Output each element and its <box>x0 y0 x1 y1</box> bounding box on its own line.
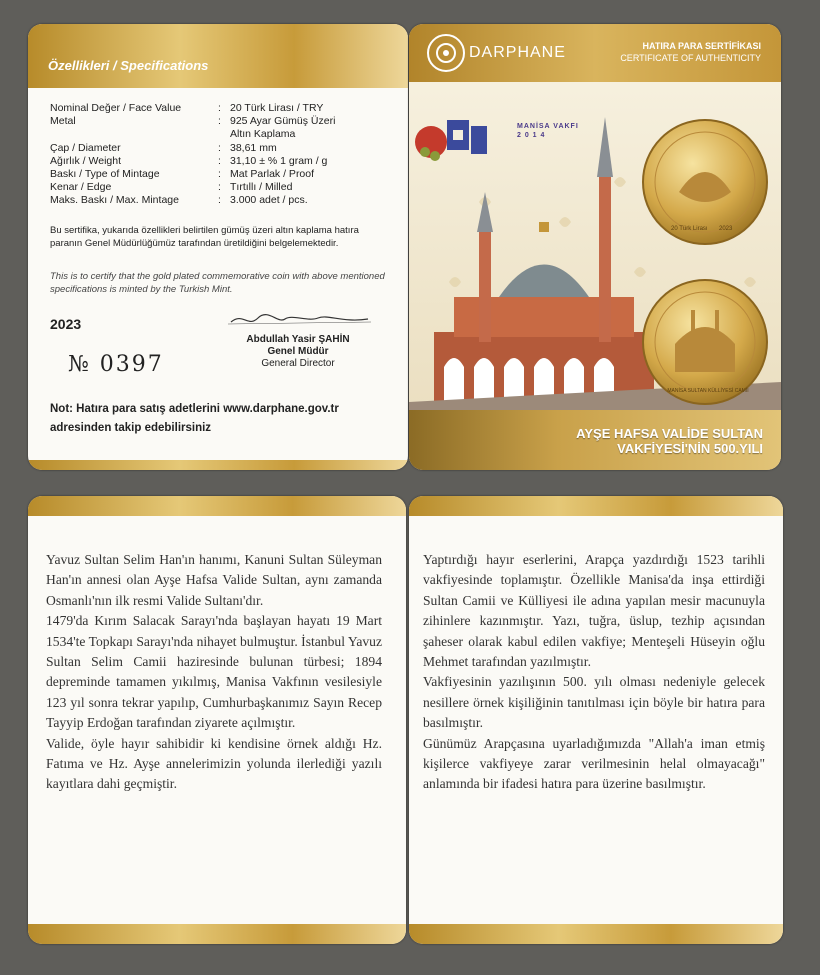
english-certification-note: This is to certify that the gold plated commemorative coin with above mentioned specifications is minted by the Turkish Mint. <box>50 271 385 295</box>
gold-header-band <box>28 24 408 88</box>
certificate-title-en: CERTIFICATE OF AUTHENTICITY <box>620 53 761 63</box>
spec-row: Ağırlık / Weight : 31,10 ± % 1 gram / g <box>50 155 400 168</box>
specifications-card <box>28 24 408 470</box>
paragraph: Günümüz Arapçasına uyarladığımızda "Allah'a iman etmiş kişilerce vakfiyeye zarar verilmesinin helal olmayacağı" anlamında bir ifadesi hatıra para üzerine basılmıştır. <box>423 735 765 792</box>
serial-number: № 0397 <box>68 352 164 377</box>
signer-title-tr: Genel Müdür <box>267 346 329 357</box>
spec-key: Maks. Baskı / Max. Mintage <box>50 194 179 207</box>
certificate-card <box>409 24 781 470</box>
spec-value: 20 Türk Lirası / TRY <box>230 102 324 114</box>
sales-note: Not: Hatıra para satış adetlerini www.darphane.gov.tr adresinden takip edebilirsiniz <box>50 403 339 434</box>
spec-row: Çap / Diameter : 38,61 mm <box>50 142 400 155</box>
spec-key: Nominal Değer / Face Value <box>50 102 182 114</box>
gold-header-band <box>28 496 406 516</box>
certificate-header <box>409 24 781 82</box>
spec-value: Altın Kaplama <box>230 128 296 141</box>
manisa-vakfi-label <box>517 122 579 140</box>
spec-value: 31,10 ± % 1 gram / g <box>230 154 328 167</box>
paragraph: Valide, öyle hayır sahibidir ki kendisine örnek aldığı Hz. Fatıma ve Hz. Ayşe annelerimizin yolunda ilerlediği yazılı kayıtlara dahi geçmiştir. <box>46 735 382 792</box>
spec-row: Kenar / Edge : Tırtıllı / Milled <box>50 181 400 194</box>
turkish-certification-note: Bu sertifika, yukarıda özellikleri belirtilen gümüş üzeri altın kaplama hatıra paranın Genel Müdürlüğümüz tarafından üretildiğini belgelemektedir. <box>50 225 359 249</box>
back-left-card <box>28 496 406 944</box>
history-text-left <box>46 550 382 795</box>
back-right-card <box>409 496 783 944</box>
mint-year: 2023 <box>50 316 82 332</box>
signer-name: Abdullah Yasir ŞAHİN <box>246 334 350 345</box>
spec-value: 38,61 mm <box>230 141 277 154</box>
specifications-heading: Özellikleri / Specifications <box>48 58 209 73</box>
spec-key: Kenar / Edge <box>50 181 112 194</box>
signature-icon <box>223 310 373 330</box>
spec-value: 3.000 adet / pcs. <box>230 194 308 207</box>
manisa-vakfi-name: MANİSA VAKFI <box>517 123 579 130</box>
spec-row: Nominal Değer / Face Value : 20 Türk Lirası / TRY <box>50 102 400 115</box>
paragraph: 1479'da Kırım Salacak Sarayı'nda başlayan hayatı 19 Mart 1534'te Topkapı Sarayı'nda nihayet bulmuştur. İstanbul Yavuz Sultan Selim Camii haziresinde bulunan türbesi; 1894 depreminde tamamen yıkılmış, Manisa Vakfının vesilesiyle 123 yıl sonra tekrar yapılıp, Cumhurbaşkanımız Sayın Recep Tayyip Erdoğan tarafından ziyarete açılmıştır. <box>46 613 382 731</box>
spec-value: Mat Parlak / Proof <box>230 168 315 181</box>
signer-block <box>228 334 368 370</box>
spec-key: Baskı / Type of Mintage <box>50 168 160 181</box>
paragraph: Vakfiyesinin yazılışının 500. yılı olması nedeniyle gelecek nesillere örnek kişiliğinin tanıtılması için böyle bir hatıra para basılmıştır. <box>423 674 765 731</box>
manisa-vakfi-year: 2 0 1 4 <box>517 132 546 139</box>
spec-row: Baskı / Type of Mintage : Mat Parlak / Proof <box>50 168 400 181</box>
gold-header-band <box>409 496 783 516</box>
spec-key: Ağırlık / Weight <box>50 154 121 167</box>
coin-face-value: 20 Türk Lirası <box>671 226 708 232</box>
signer-title-en: General Director <box>261 358 335 369</box>
certificate-title <box>620 40 761 64</box>
specifications-table <box>50 102 400 208</box>
spec-row: Metal : 925 Ayar Gümüş Üzeri <box>50 115 400 128</box>
banner-line-1: AYŞE HAFSA VALİDE SULTAN <box>576 426 763 441</box>
paragraph: Yaptırdığı hayır eserlerini, Arapça yazdırdığı 1523 tarihli vakfiyesinde toplamıştır. Özellikle Manisa'da inşa ettirdiği Sultan Camii ve Külliyesi ile adına yapılan mesir macunuyla zihinlere kazınmıştır. Yazı, tuğra, üslup, tezhip açısından şaheser olarak kabul edilen vakfiye; Menteşeli Hüseyin oğlu Mehmet tarafından yazılmıştır. <box>423 552 765 670</box>
spec-key: Çap / Diameter <box>50 141 121 154</box>
banner-line-2: VAKFİYESİ'NİN 500.YILI <box>617 441 763 456</box>
spec-value: Tırtıllı / Milled <box>230 181 293 194</box>
gold-footer-band <box>28 460 408 470</box>
coin-year: 2023 <box>719 226 733 232</box>
spec-key: Metal <box>50 115 76 128</box>
history-text-right <box>423 550 765 795</box>
gold-footer-band <box>409 924 783 944</box>
spec-key <box>50 128 218 141</box>
certificate-title-tr: HATIRA PARA SERTİFİKASI <box>642 41 761 51</box>
commemoration-banner <box>409 410 781 470</box>
brand-name: DARPHANE <box>469 44 566 61</box>
banner-title <box>576 426 763 456</box>
coin-reverse-label: MANİSA SULTAN KÜLLİYESİ CAMİİ <box>667 388 749 394</box>
spec-row: Maks. Baskı / Max. Mintage : 3.000 adet / pcs. <box>50 194 400 207</box>
gold-footer-band <box>28 924 406 944</box>
paragraph: Yavuz Sultan Selim Han'ın hanımı, Kanuni Sultan Süleyman Han'ın annesi olan Ayşe Hafsa Valide Sultan, aynı zamanda Osmanlı'nın ilk resmi Valide Sultanı'dır. <box>46 552 382 608</box>
spec-value: 925 Ayar Gümüş Üzeri <box>230 115 336 128</box>
darphane-logo-icon <box>427 34 465 72</box>
spec-row <box>50 128 400 141</box>
